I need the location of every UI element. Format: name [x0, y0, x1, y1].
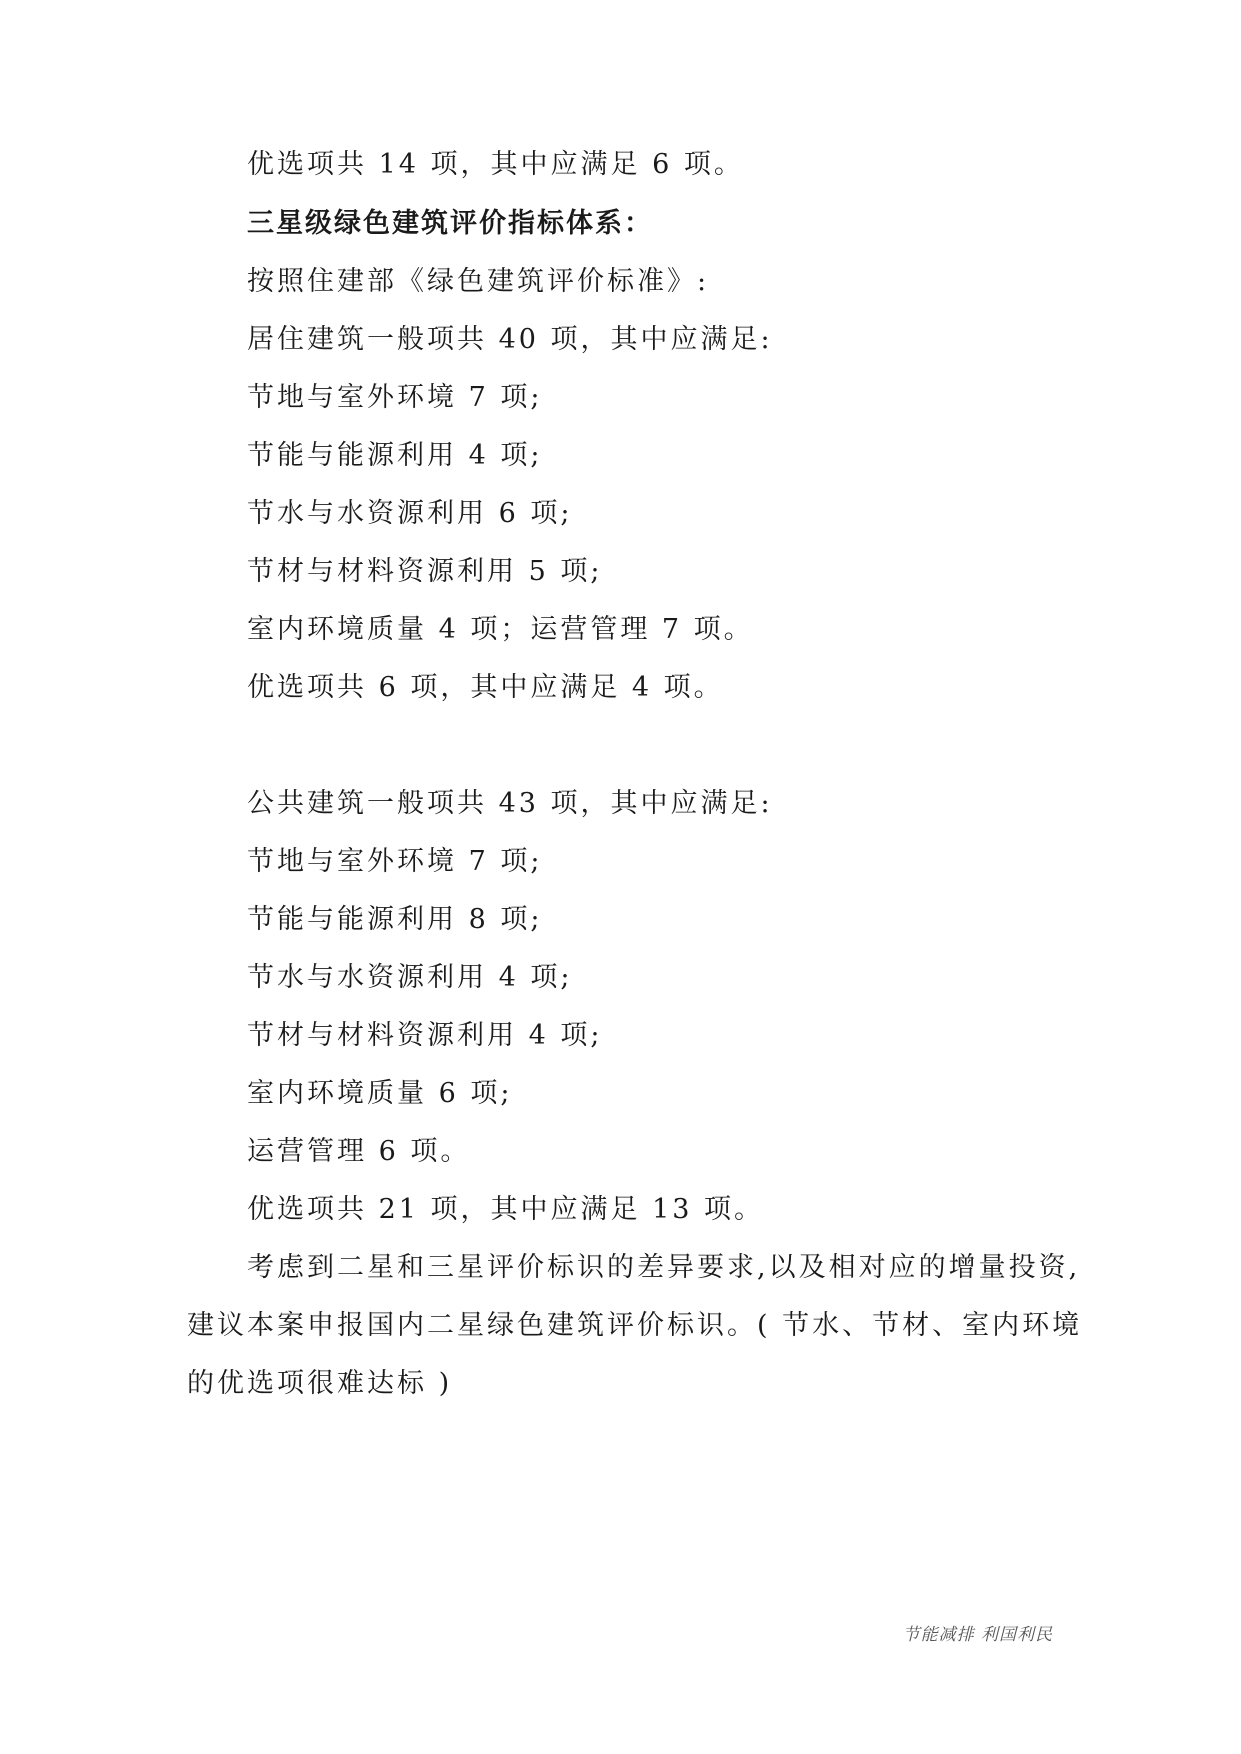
text-line: 节水与水资源利用 6 项;: [247, 498, 573, 529]
text-line: 室内环境质量 4 项；运营管理 7 项。: [247, 614, 754, 645]
text-line: 按照住建部《绿色建筑评价标准》:: [247, 266, 710, 297]
text-line: 节地与室外环境 7 项;: [247, 382, 543, 413]
conclusion-line: 考虑到二星和三星评价标识的差异要求,以及相对应的增量投资,: [247, 1252, 1081, 1283]
text-line: 优选项共 14 项，其中应满足 6 项。: [247, 149, 744, 180]
text-line: 节材与材料资源利用 4 项;: [247, 1020, 603, 1051]
text-line: 节地与室外环境 7 项;: [247, 846, 543, 877]
text-line: 运营管理 6 项。: [247, 1136, 471, 1167]
text-line: 室内环境质量 6 项;: [247, 1078, 513, 1109]
text-line: 节材与材料资源利用 5 项;: [247, 556, 603, 587]
conclusion-line: 的优选项很难达标 ): [187, 1368, 453, 1399]
text-line: 节水与水资源利用 4 项;: [247, 962, 573, 993]
text-line: 优选项共 21 项，其中应满足 13 项。: [247, 1194, 765, 1225]
text-line: 公共建筑一般项共 43 项，其中应满足:: [247, 788, 773, 819]
text-line: 优选项共 6 项，其中应满足 4 项。: [247, 672, 724, 703]
conclusion-line: 建议本案申报国内二星绿色建筑评价标识。( 节水、节材、室内环境: [187, 1310, 1083, 1341]
text-line: 居住建筑一般项共 40 项，其中应满足:: [247, 324, 773, 355]
page-footer: 节能减排 利国利民: [902, 1625, 1053, 1645]
text-line: 节能与能源利用 4 项;: [247, 440, 543, 471]
text-line: 节能与能源利用 8 项;: [247, 904, 543, 935]
section-heading: 三星级绿色建筑评价指标体系：: [247, 208, 653, 239]
